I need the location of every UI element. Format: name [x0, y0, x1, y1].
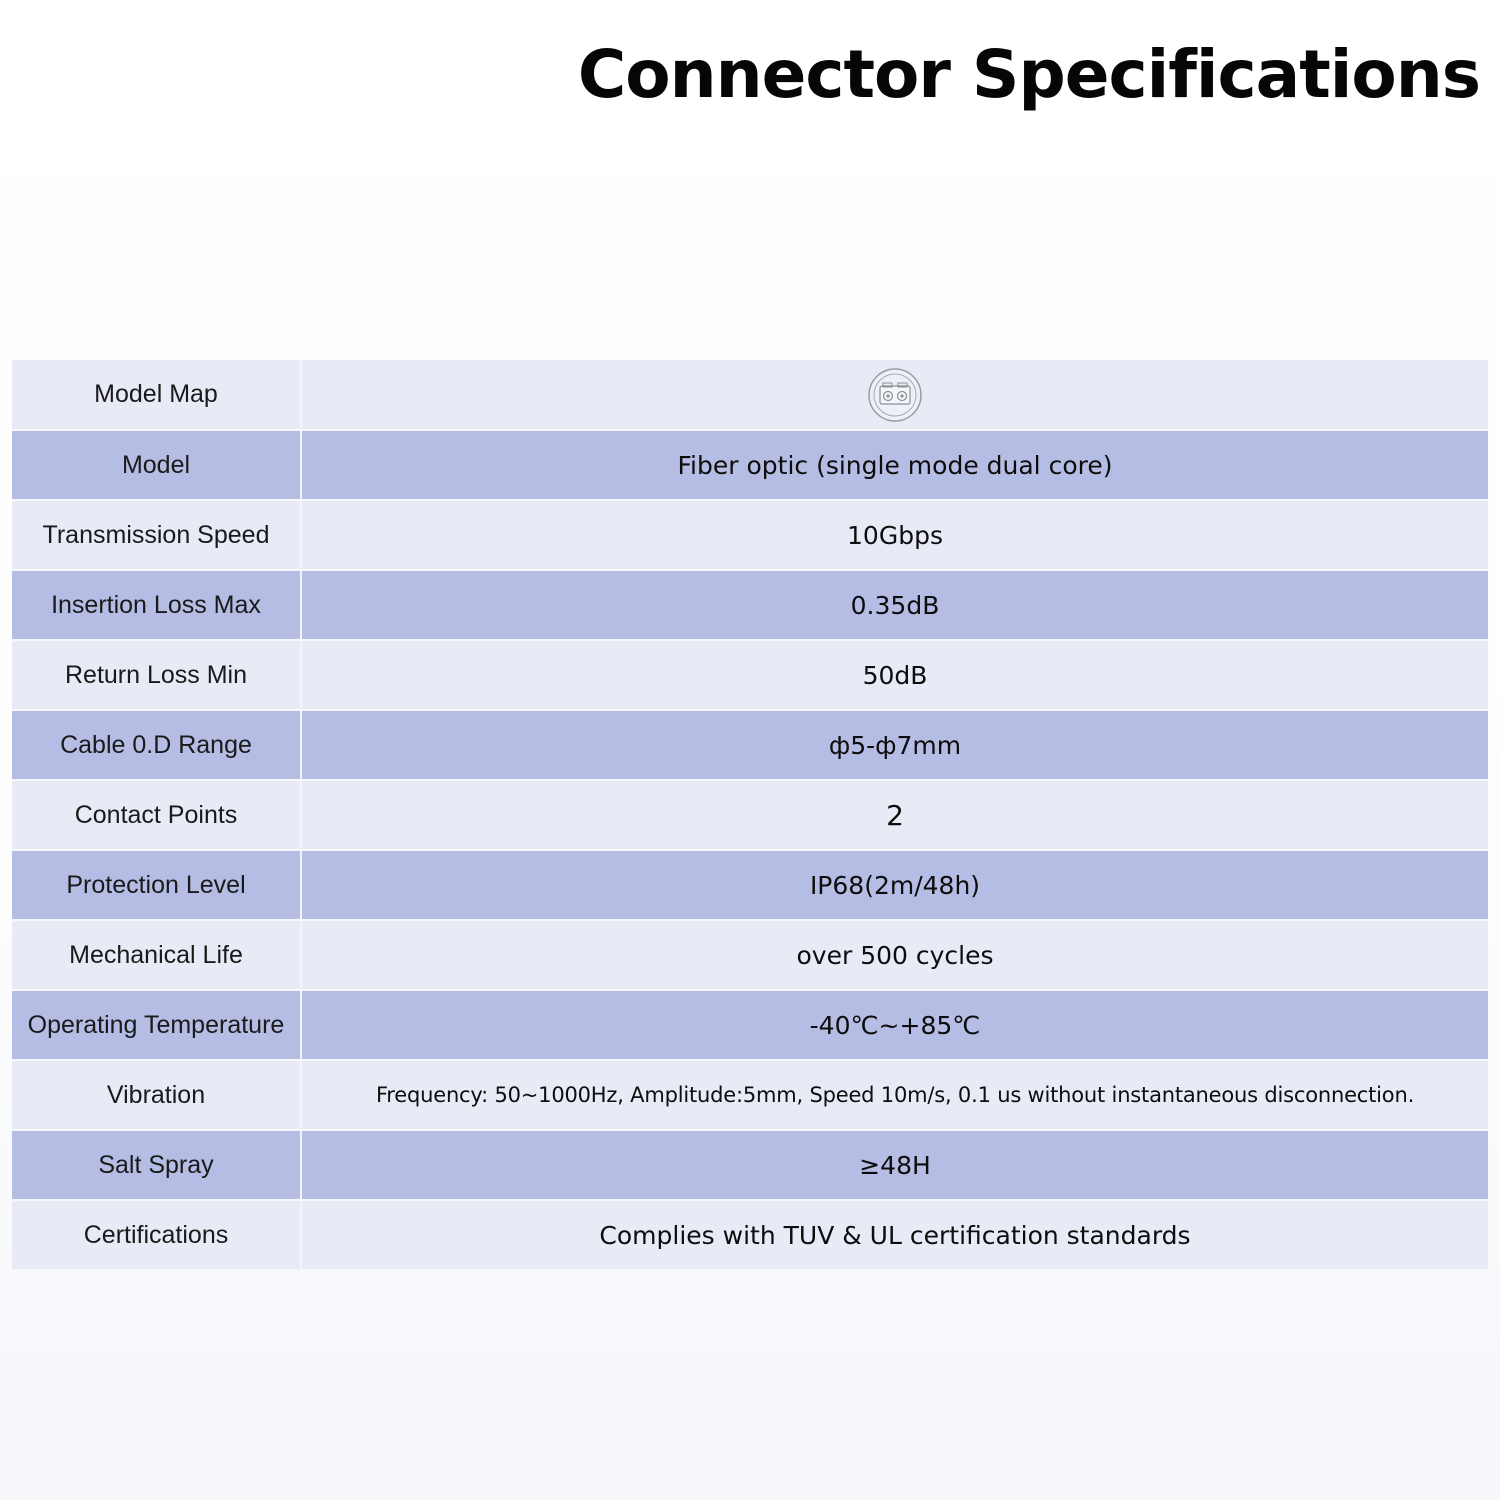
spec-value: Frequency: 50~1000Hz, Amplitude:5mm, Speed 10m/s, 0.1 us without instantaneous disconnection. [301, 1060, 1488, 1130]
spec-label: Vibration [12, 1060, 301, 1130]
spec-label: Operating Temperature [12, 990, 301, 1060]
spec-row-model [12, 430, 1488, 500]
spec-value: 2 [301, 780, 1488, 850]
spec-label: Transmission Speed [12, 500, 301, 570]
specifications-table [12, 360, 1488, 1271]
spec-label: Model [12, 430, 301, 500]
spec-value: IP68(2m/48h) [301, 850, 1488, 920]
spec-label: Insertion Loss Max [12, 570, 301, 640]
spec-row-insertion-loss [12, 570, 1488, 640]
spec-label: Cable 0.D Range [12, 710, 301, 780]
spec-value: 0.35dB [301, 570, 1488, 640]
spec-value: over 500 cycles [301, 920, 1488, 990]
spec-row-salt-spray [12, 1130, 1488, 1200]
spec-value: Complies with TUV & UL certification standards [301, 1200, 1488, 1270]
spec-row-return-loss [12, 640, 1488, 710]
spec-row-model-map [12, 360, 1488, 430]
spec-label: Certifications [12, 1200, 301, 1270]
dual-lc-connector-icon [867, 367, 923, 423]
spec-row-mechanical-life [12, 920, 1488, 990]
spec-label: Model Map [12, 360, 301, 430]
spec-value: ≥48H [301, 1130, 1488, 1200]
spec-row-protection-level [12, 850, 1488, 920]
spec-value: Fiber optic (single mode dual core) [301, 430, 1488, 500]
spec-row-operating-temperature [12, 990, 1488, 1060]
spec-label: Salt Spray [12, 1130, 301, 1200]
spec-label: Protection Level [12, 850, 301, 920]
spec-value [301, 360, 1488, 430]
spec-value: ф5-ф7mm [301, 710, 1488, 780]
spec-value: 10Gbps [301, 500, 1488, 570]
spec-value: -40℃~+85℃ [301, 990, 1488, 1060]
spec-row-certifications [12, 1200, 1488, 1270]
spec-row-vibration [12, 1060, 1488, 1130]
spec-label: Mechanical Life [12, 920, 301, 990]
spec-row-contact-points [12, 780, 1488, 850]
spec-value: 50dB [301, 640, 1488, 710]
spec-row-cable-od-range [12, 710, 1488, 780]
spec-label: Contact Points [12, 780, 301, 850]
page-title: Connector Specifications [577, 36, 1480, 113]
spec-label: Return Loss Min [12, 640, 301, 710]
spec-row-transmission-speed [12, 500, 1488, 570]
